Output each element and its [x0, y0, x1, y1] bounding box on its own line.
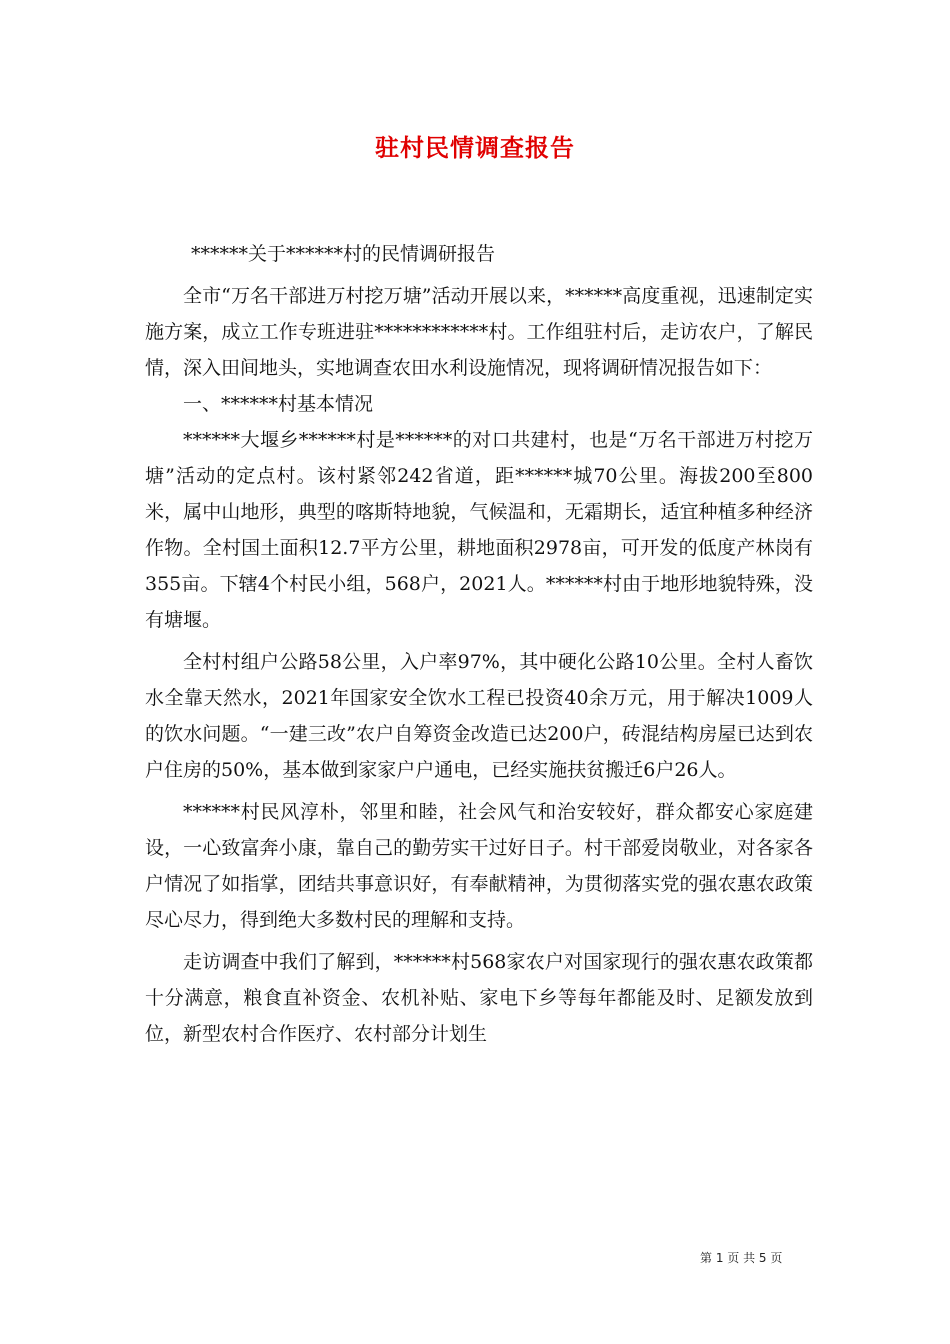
paragraph-intro: 全市“万名干部进万村挖万塘”活动开展以来，******高度重视，迅速制定实施方案，成立工作专班进驻************村。工作组驻村后，走访农户，了解民情，深入田间地头，实地调查农田水利设施情况，现将调研情况报告如下：	[145, 285, 813, 379]
paragraph-social: ******村民风淳朴，邻里和睦，社会风气和治安较好，群众都安心家庭建设，一心致富奔小康，靠自己的勤劳实干过好日子。村干部爱岗敬业，对各家各户情况了如指掌，团结共事意识好，有奉献精神，为贯彻落实党的强农惠农政策尽心尽力，得到绝大多数村民的理解和支持。	[145, 801, 813, 931]
section-heading-1: 一、******村基本情况	[183, 393, 374, 415]
document-title: 驻村民情调查报告	[375, 133, 575, 162]
document-body	[145, 236, 813, 1052]
paragraph-basic-info: ******大堰乡******村是******的对口共建村，也是“万名干部进万村挖万塘”活动的定点村。该村紧邻242省道，距******城70公里。海拔200至800米，属中山地形，典型的喀斯特地貌，气候温和，无霜期长，适宜种植多种经济作物。全村国土面积12.7平方公里，耕地面积2978亩，可开发的低度产林岗有355亩。下辖4个村民小组，568户，2021人。******村由于地形地貌特殊，没有塘堰。	[145, 429, 813, 631]
report-subtitle: ******关于******村的民情调研报告	[191, 243, 496, 265]
page-number: 第 1 页 共 5 页	[700, 1251, 783, 1265]
paragraph-policy: 走访调查中我们了解到，******村568家农户对国家现行的强农惠农政策都十分满意，粮食直补资金、农机补贴、家电下乡等每年都能及时、足额发放到位，新型农村合作医疗、农村部分计划生	[145, 951, 813, 1045]
paragraph-infrastructure: 全村村组户公路58公里，入户率97%，其中硬化公路10公里。全村人畜饮水全靠天然水，2021年国家安全饮水工程已投资40余万元，用于解决1009人的饮水问题。“一建三改”农户自筹资金改造已达200户，砖混结构房屋已达到农户住房的50%，基本做到家家户户通电，已经实施扶贫搬迁6户26人。	[145, 651, 813, 781]
